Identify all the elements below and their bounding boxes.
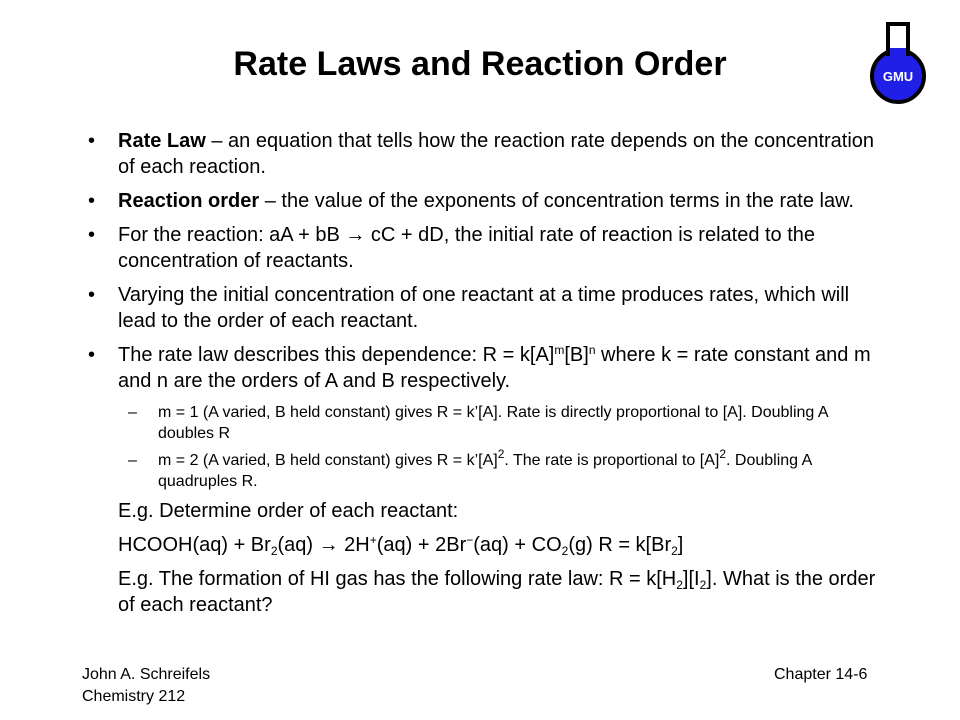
bullet-reaction-order [82,188,882,214]
example-hi-formation [82,566,882,618]
sub-bullet-dash: – [128,452,137,469]
exponent-2: 2 [719,447,727,461]
footer-course: Chemistry 212 [82,688,186,705]
rate-law-text-c: where k = rate constant and m and n are the orders of A and B respectively. [118,344,871,392]
eq-part: 2H [338,534,370,556]
footer-left [82,664,210,708]
eq-part: HCOOH(aq) + Br [118,534,271,556]
second-order-text-c: . Doubling A quadruples R. [158,452,812,490]
bullet-dot: • [88,284,96,306]
sub-bullet-first-order [82,402,882,444]
hi-text-c: ]. What is the order of each reactant? [118,568,876,616]
subscript-2: 2 [270,544,278,558]
example-equation [82,532,882,558]
eq-part: (aq) + CO [473,534,562,556]
term-rate-law: Rate Law [118,130,206,152]
rate-law-text-a: The rate law describes this dependence: R = k[A] [118,344,555,366]
footer-chapter: Chapter 14-6 [774,666,868,683]
arrow-icon: → [345,224,366,246]
eq-part: (aq) + 2Br [376,534,467,556]
subscript-2: 2 [671,544,678,558]
second-order-text-b: . The rate is proportional to [A] [504,452,720,469]
slide-body [82,128,882,626]
arrow-icon: → [318,534,339,556]
footer-author: John A. Schreifels [82,666,211,683]
bullet-dot: • [88,130,96,152]
eq-part: (g) R = k[Br [568,534,672,556]
reaction-order-definition: – the value of the exponents of concentration terms in the rate law. [259,190,854,212]
logo-text: GMU [882,69,914,84]
bullet-dot: • [88,344,96,366]
bullet-dot: • [88,190,96,212]
rate-law-definition: – an equation that tells how the reaction rate depends on the concentration of each reaction. [118,130,875,178]
bullet-rate-law-dependence [82,342,882,394]
hi-text-b: ][I [682,568,700,590]
eq-part: (aq) [277,534,319,556]
eq-part: ] [677,534,684,556]
bullet-dot: • [88,224,96,246]
bullet-rate-law [82,128,882,180]
subscript-2: 2 [561,544,569,558]
exponent-2: 2 [497,447,505,461]
slide-title: Rate Laws and Reaction Order [233,45,727,83]
example-determine-order: E.g. Determine order of each reactant: [118,500,459,522]
first-order-text: m = 1 (A varied, B held constant) gives R = k’[A]. Rate is directly proportional to [A]. Doubling A doubles R [158,404,828,442]
sub-bullet-second-order [82,447,882,492]
bullet-general-reaction [82,222,882,274]
term-reaction-order: Reaction order [118,190,260,212]
exponent-m: m [554,343,565,357]
superscript-minus: − [466,533,474,547]
hi-text-a: E.g. The formation of HI gas has the following rate law: R = k[H [118,568,677,590]
bullet-varying-concentration [82,282,882,334]
subscript-2: 2 [699,578,707,592]
superscript-plus: + [369,533,377,547]
rate-law-text-b: [B] [564,344,589,366]
gmu-flask-logo [866,22,930,106]
sub-bullet-dash: – [128,404,137,421]
varying-concentration-text: Varying the initial concentration of one reactant at a time produces rates, which will lead to the order of each reactant. [118,284,850,332]
general-reaction-text-a: For the reaction: aA + bB [118,224,346,246]
general-reaction-text-b: cC + dD, the initial rate of reaction is related to the concentration of reactants. [118,224,816,272]
second-order-text-a: m = 2 (A varied, B held constant) gives R = k’[A] [158,452,498,469]
subscript-2: 2 [676,578,683,592]
exponent-n: n [588,343,596,357]
